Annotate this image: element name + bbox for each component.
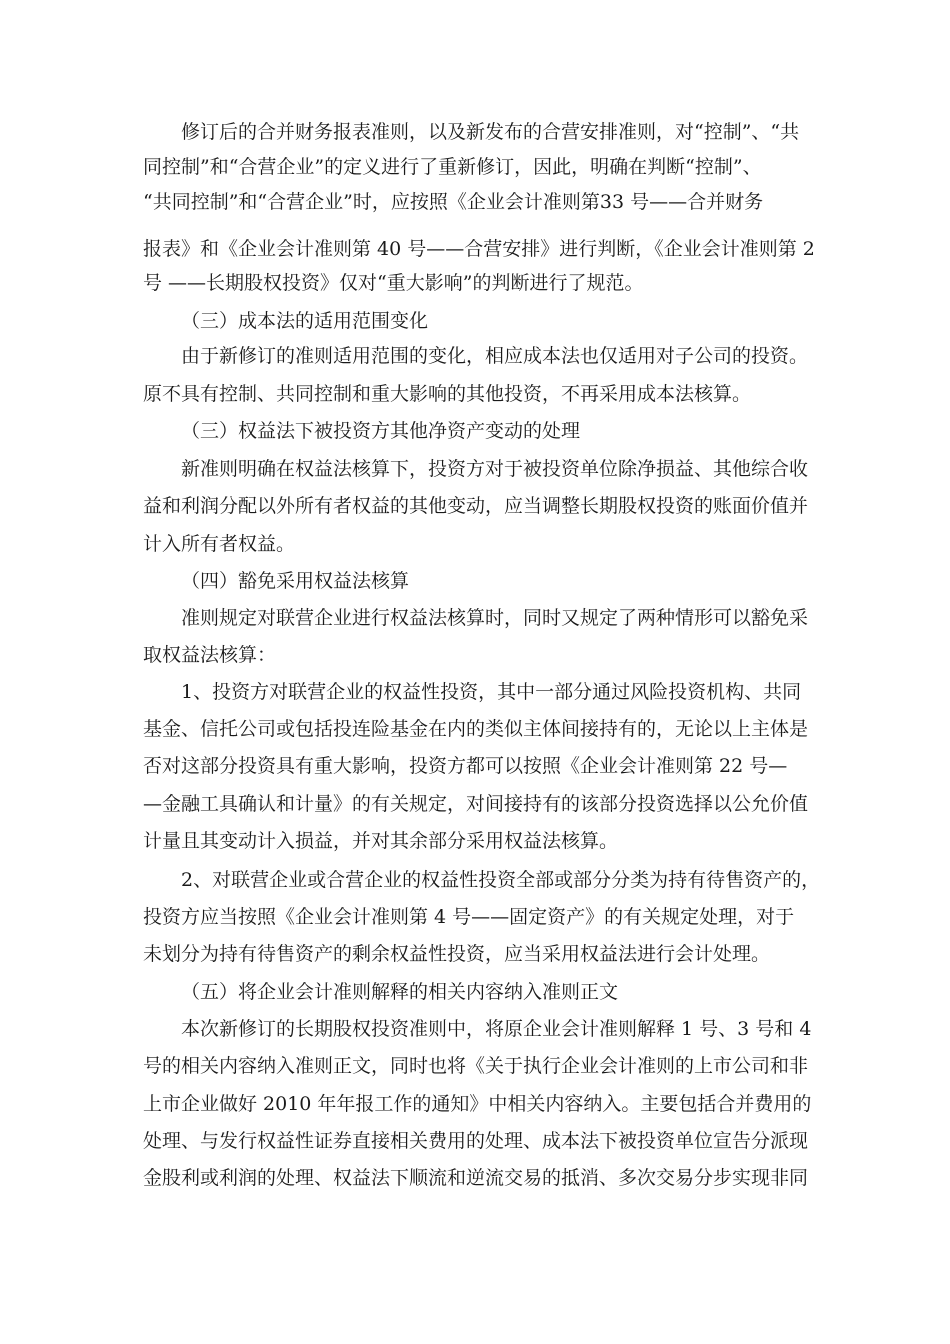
paragraph-line: 取权益法核算： <box>143 644 277 666</box>
paragraph-line: “共同控制”和“合营企业”时，应按照《企业会计准则第33 号——合并财务 <box>143 191 764 213</box>
paragraph-line: 益和利润分配以外所有者权益的其他变动，应当调整长期股权投资的账面价值并 <box>143 495 809 517</box>
paragraph-line: 修订后的合并财务报表准则，以及新发布的合营安排准则，对“控制”、“共 <box>181 121 800 143</box>
paragraph-line: 新准则明确在权益法核算下，投资方对于被投资单位除净损益、其他综合收 <box>181 458 809 480</box>
list-item-line: 1、投资方对联营企业的权益性投资，其中一部分通过风险投资机构、共同 <box>181 681 802 703</box>
paragraph-line: 由于新修订的准则适用范围的变化，相应成本法也仅适用对子公司的投资。 <box>181 345 809 367</box>
list-item-line: 否对这部分投资具有重大影响，投资方都可以按照《企业会计准则第 22 号— <box>143 755 788 777</box>
section-heading: （三）权益法下被投资方其他净资产变动的处理 <box>181 420 581 442</box>
paragraph-line: 本次新修订的长期股权投资准则中，将原企业会计准则解释 1 号、3 号和 4 <box>181 1018 812 1040</box>
list-item-line: 投资方应当按照《企业会计准则第 4 号——固定资产》的有关规定处理，对于 <box>143 906 795 928</box>
paragraph-line: 报表》和《企业会计准则第 40 号——合营安排》进行判断，《企业会计准则第 2 <box>143 238 815 260</box>
list-item-line: —金融工具确认和计量》的有关规定，对间接持有的该部分投资选择以公允价值 <box>143 793 809 815</box>
paragraph-line: 金股利或利润的处理、权益法下顺流和逆流交易的抵消、多次交易分步实现非同 <box>143 1167 809 1189</box>
paragraph-line: 号 ——长期股权投资》仅对“重大影响”的判断进行了规范。 <box>143 272 644 294</box>
section-heading: （五）将企业会计准则解释的相关内容纳入准则正文 <box>181 981 619 1003</box>
paragraph-line: 上市企业做好 2010 年年报工作的通知》中相关内容纳入。主要包括合并费用的 <box>143 1093 812 1115</box>
section-heading: （四）豁免采用权益法核算 <box>181 570 410 592</box>
paragraph-line: 准则规定对联营企业进行权益法核算时，同时又规定了两种情形可以豁免采 <box>181 607 809 629</box>
section-heading: （三）成本法的适用范围变化 <box>181 310 429 332</box>
paragraph-line: 同控制”和“合营企业”的定义进行了重新修订，因此，明确在判断“控制”、 <box>143 156 762 178</box>
list-item-line: 基金、信托公司或包括投连险基金在内的类似主体间接持有的，无论以上主体是 <box>143 718 809 740</box>
list-item-line: 未划分为持有待售资产的剩余权益性投资，应当采用权益法进行会计处理。 <box>143 943 771 965</box>
list-item-line: 计量且其变动计入损益，并对其余部分采用权益法核算。 <box>143 830 619 852</box>
paragraph-line: 处理、与发行权益性证券直接相关费用的处理、成本法下被投资单位宣告分派现 <box>143 1130 809 1152</box>
paragraph-line: 计入所有者权益。 <box>143 533 296 555</box>
paragraph-line: 原不具有控制、共同控制和重大影响的其他投资，不再采用成本法核算。 <box>143 383 752 405</box>
list-item-line: 2、对联营企业或合营企业的权益性投资全部或部分分类为持有待售资产的， <box>181 869 821 891</box>
paragraph-line: 号的相关内容纳入准则正文，同时也将《关于执行企业会计准则的上市公司和非 <box>143 1055 809 1077</box>
